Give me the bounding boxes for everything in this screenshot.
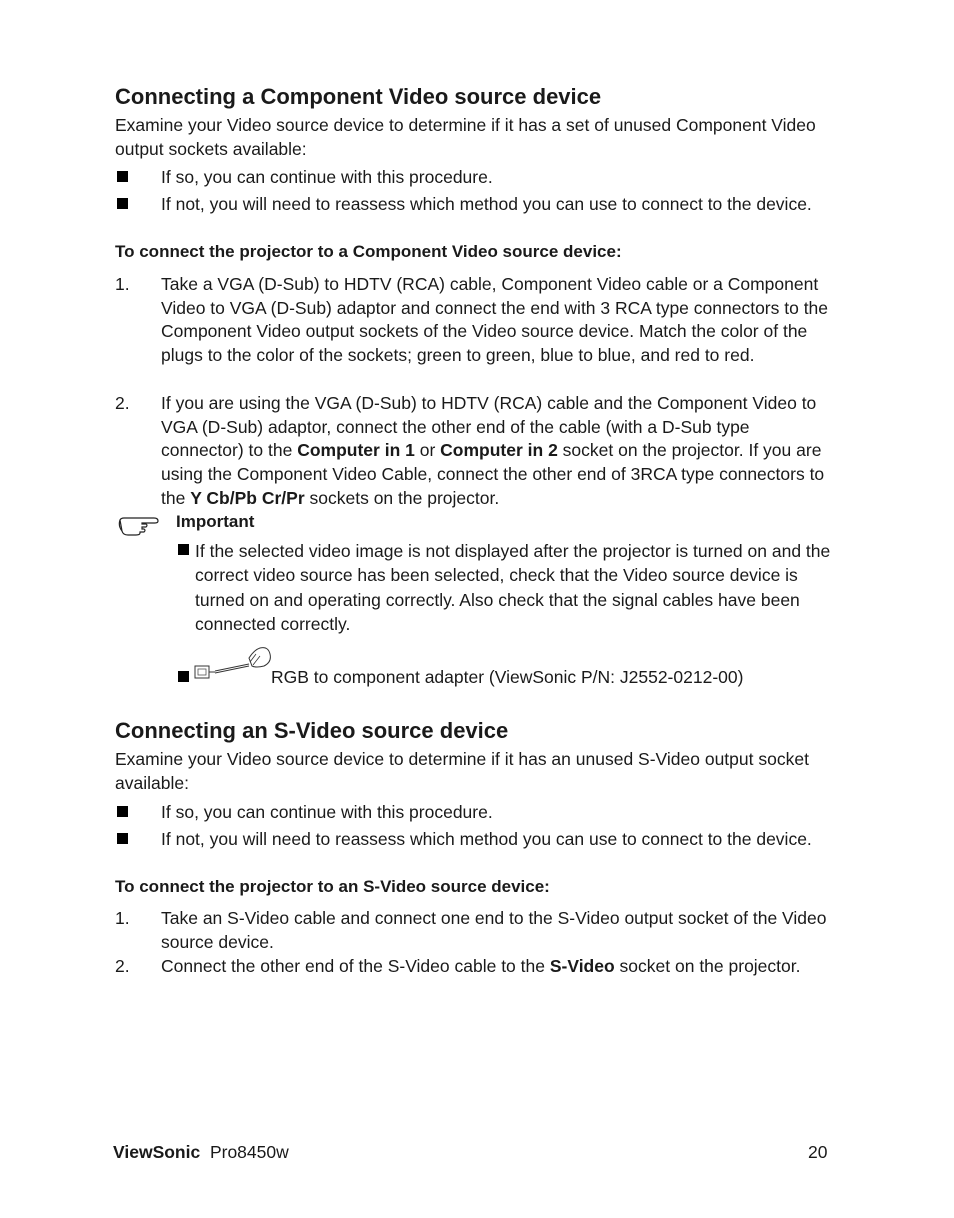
socket-name: Y Cb/Pb Cr/Pr — [190, 487, 305, 508]
procedure-heading: To connect the projector to an S-Video source device: — [115, 877, 550, 896]
step-2: 2. If you are using the VGA (D-Sub) to HDTV (RCA) cable and the Component Video to VGA (D-Sub) adaptor, connect the other end of the cable (with a D-Sub type connector) to the Computer in 1 or Computer in 2 socket on the projector. If you are using the Component Video Cable, connect the other end of 3RCA type connectors to the Y Cb/Pb Cr/Pr sockets on the projector. — [115, 393, 825, 508]
step-1: 1. Take a VGA (D-Sub) to HDTV (RCA) cable, Component Video cable or a Component Video to VGA (D-Sub) adaptor and connect the end with 3 RCA type connectors to the Component Video output sockets of the Video source device. Match the color of the plugs to the color of the sockets; green to green, blue to blue, and red to red. — [115, 274, 829, 366]
step-number: 2. — [115, 393, 130, 413]
square-bullet-icon — [117, 171, 128, 182]
socket-name: Computer in 2 — [440, 440, 558, 461]
step-number: 1. — [115, 274, 130, 294]
socket-name: S-Video — [549, 956, 615, 976]
step-1: 1. Take an S-Video cable and connect one end to the S-Video output socket of the Video source device. — [115, 908, 827, 952]
adapter-cable-icon — [194, 644, 274, 684]
bullet-item: If so, you can continue with this procedure. — [115, 166, 830, 190]
intro-paragraph: Examine your Video source device to determine if it has a set of unused Component Video output sockets available: — [115, 115, 816, 159]
step-number: 1. — [115, 908, 130, 928]
note-bullet: If the selected video image is not displayed after the projector is turned on and the correct video source has been selected, check that the Video source device is turned on and operating correctly. Also check that the signal cables have been connected correctly. — [176, 539, 836, 636]
bullet-item: If not, you will need to reassess which method you can use to connect to the device. — [115, 828, 830, 852]
bullet-item: If not, you will need to reassess which method you can use to connect to the device. — [115, 193, 830, 217]
footer-brand — [113, 1141, 289, 1163]
procedure-heading: To connect the projector to a Component Video source device: — [115, 242, 622, 261]
square-bullet-icon — [117, 198, 128, 209]
note-title: Important — [176, 512, 255, 531]
section-title-s-video: Connecting an S-Video source device — [115, 718, 509, 743]
square-bullet-icon — [178, 544, 189, 555]
square-bullet-icon — [117, 833, 128, 844]
section-title-component-video: Connecting a Component Video source device — [115, 84, 602, 109]
brand-name: ViewSonic — [113, 1142, 201, 1162]
model-name: Pro8450w — [209, 1142, 289, 1162]
square-bullet-icon — [117, 806, 128, 817]
intro-paragraph: Examine your Video source device to determine if it has an unused S-Video output socket available: — [115, 749, 809, 793]
bullet-item: If so, you can continue with this procedure. — [115, 801, 830, 825]
adapter-note: RGB to component adapter (ViewSonic P/N: J2552-0212-00) — [176, 644, 836, 694]
socket-name: Computer in 1 — [297, 440, 415, 461]
square-bullet-icon — [178, 671, 189, 682]
step-number: 2. — [115, 956, 130, 976]
pointing-hand-icon — [118, 514, 160, 538]
page-number: 20 — [808, 1142, 828, 1162]
step-2: 2. Connect the other end of the S-Video cable to the S-Video socket on the projector. — [115, 955, 830, 979]
